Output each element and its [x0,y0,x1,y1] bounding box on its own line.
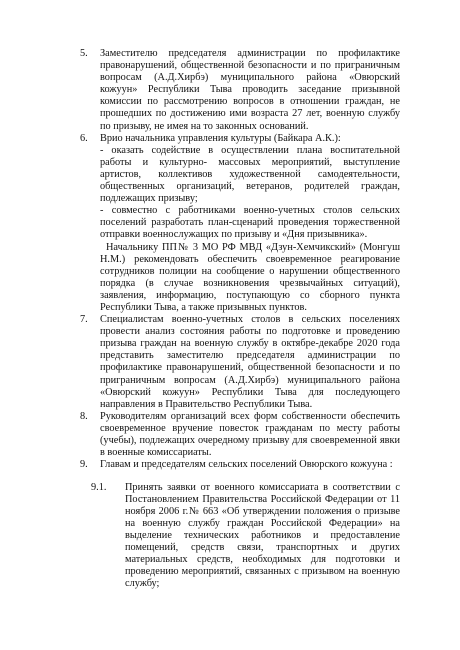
list-item-7 [80,314,400,411]
item-number: 8. [80,410,88,422]
item-number: 7. [80,314,88,326]
item-text: Заместителю председателя администрации по профилактике правонарушений, общественной безопасности и по приграничным вопросам (А.Д.Хирбэ) муниципального района «Овюрский кожуун» Республики Тыва проводить заседание призывной комиссии по рассмотрению вопросов в отношении граждан, не прошедших по достижению ими возраста 27 лет, военную службу по призыву, не имея на то законных оснований. [100,48,400,132]
sub-item-number: 9.1. [91,481,107,493]
list-item-6 [80,133,400,314]
sub-item-9-1 [80,482,400,591]
item-number: 9. [80,459,88,471]
item-number: 6. [80,132,88,144]
item-text: Специалистам военно-учетных столов в сельских поселениях провести анализ состояния работы по подготовке и проведению призыва граждан на военную службу в октябре-декабре 2020 года представить заместителю председателя администрации по профилактике правонарушений, общественной безопасности и по приграничным вопросам (А.Д.Хирбэ) муниципального района «Овюрский кожуун» Республики Тыва для последующего направления в Правительство Республики Тыва. [100,314,400,410]
item-text: Руководителям организаций всех форм собственности обеспечить своевременное вручение повесток гражданам по месту работы (учебы), подлежащих очередному призыву для своевременной явки в военные комиссариаты. [100,410,400,459]
list-item-5 [80,48,400,133]
list-item-9 [80,459,400,471]
sub-item-text: Принять заявки от военного комиссариата в соответствии с Постановлением Правительства Российской Федерации от 11 ноября 2006 г.№ 663 «Об утверждении положения о призыве на военную службу граждан Российской Федерации» на выделение технических работников и предоставление помещений, средств связи, транспортных и других материальных средств, необходимых для подготовки и проведению мероприятий, связанных с призывом на военную службу; [125,481,400,590]
item-paragraph: - оказать содействие в осуществлении плана воспитательной работы и культурно- массовых мероприятий, выступление артистов, коллективов художественной самодеятельности, общественных организаций, ветеранов, родителей граждан, подлежащих призыву; [100,144,400,205]
list-item-8 [80,411,400,459]
item-number: 5. [80,48,88,59]
item-text: Врио начальника управления культуры (Байкара А.К.): [100,132,341,144]
item-paragraph: Начальнику ПП№ 3 МО РФ МВД «Дзун-Хемчикский» (Монгуш Н.М.) рекомендовать обеспечить своевременное реагирование сотрудников полиции на сообщение о нарушении общественного порядка (в случае возникновения чрезвычайных ситуаций), заявления, информацию, поступающую со сборного пункта Республики Тыва, а также призывных пунктов. [100,241,400,313]
item-text: Главам и председателям сельских поселений Овюрского кожууна : [100,459,393,471]
item-paragraph: - совместно с работниками военно-учетных столов сельских поселений разработать план-сценарий проведения торжественной отправки военнослужащих по призыву и «Дня призывника». [100,205,400,241]
